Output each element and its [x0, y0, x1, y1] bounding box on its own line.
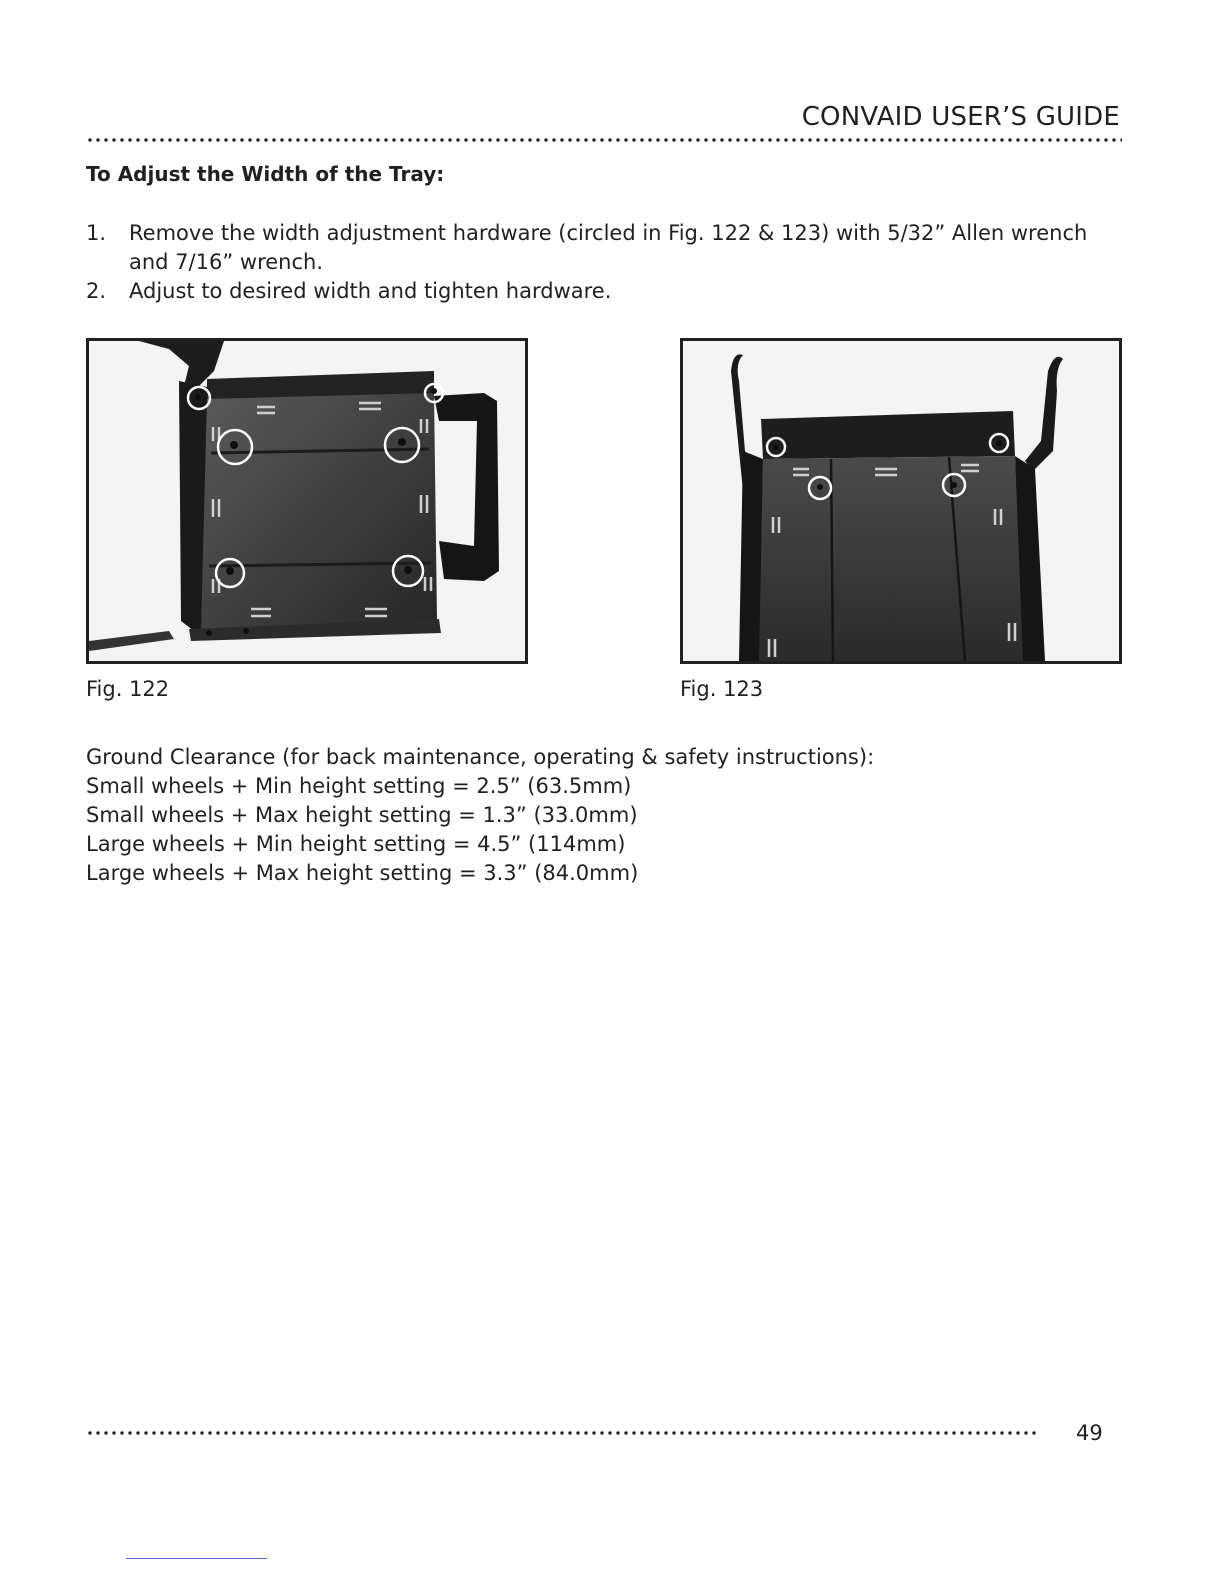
guide-title: CONVAID USER’S GUIDE: [801, 102, 1120, 132]
instruction-steps: [86, 219, 1126, 306]
step-number: 1.: [86, 221, 107, 245]
header-dotted-rule: [86, 137, 1122, 143]
footer-dotted-rule: [86, 1430, 1036, 1436]
clearance-line: Small wheels + Min height setting = 2.5” (63.5mm): [86, 774, 632, 798]
figure-123-caption: Fig. 123: [680, 677, 764, 701]
clearance-line: Large wheels + Min height setting = 4.5” (114mm): [86, 832, 626, 856]
figure-123-photo: [680, 338, 1122, 664]
ground-clearance-title: Ground Clearance (for back maintenance, operating & safety instructions):: [86, 745, 875, 769]
step-item: [86, 219, 1126, 277]
clearance-line: Large wheels + Max height setting = 3.3” (84.0mm): [86, 861, 639, 885]
step-text: Adjust to desired width and tighten hardware.: [129, 279, 612, 303]
tray-front-view-illustration: [683, 341, 1119, 661]
step-number: 2.: [86, 279, 107, 303]
page-header: [86, 101, 1122, 145]
step-text: Remove the width adjustment hardware (circled in Fig. 122 & 123) with 5/32” Allen wrench and 7/16” wrench.: [129, 221, 1088, 274]
step-item: [86, 277, 1126, 306]
clearance-line: Small wheels + Max height setting = 1.3” (33.0mm): [86, 803, 638, 827]
tray-top-view-illustration: [89, 341, 525, 661]
section-heading: To Adjust the Width of the Tray:: [86, 162, 445, 186]
page-number: 49: [1076, 1421, 1103, 1445]
figure-122-photo: [86, 338, 528, 664]
figure-122-caption: Fig. 122: [86, 677, 170, 701]
ground-clearance-block: [86, 743, 874, 888]
footer-link-underline: [126, 1558, 267, 1559]
